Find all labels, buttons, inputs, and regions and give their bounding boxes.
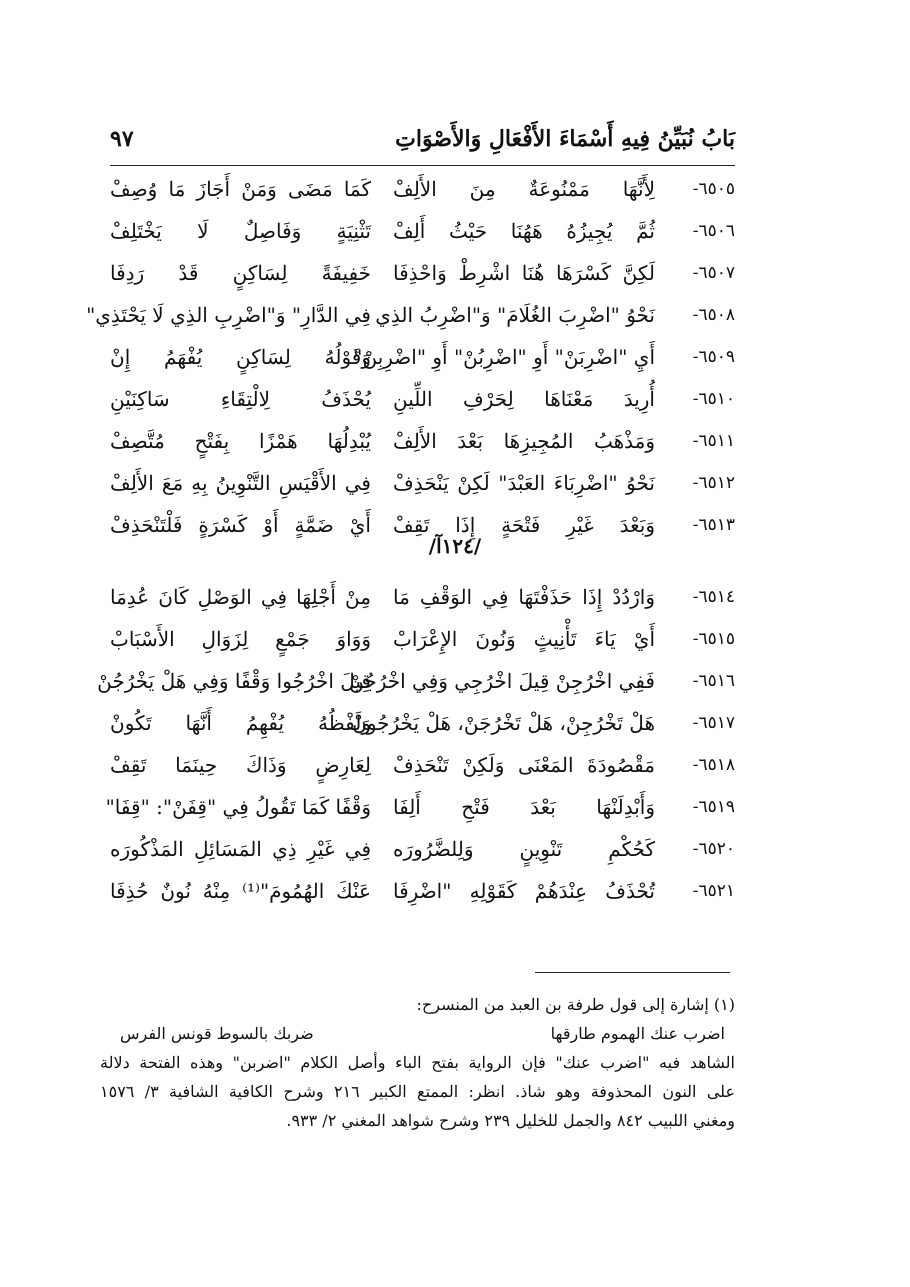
second-hemistich: يُبْدِلُهَا هَمْزًا بِفَتْحٍ مُتَّصِفْ bbox=[110, 429, 371, 453]
page-number: ٩٧ bbox=[110, 126, 134, 152]
second-hemistich: كَمَا مَضَى وَمَنْ أَجَازَ مَا وُصِفْ bbox=[110, 177, 371, 201]
second-hemistich: مِنْ أَجْلِهَا فِي الوَصْلِ كَانَ عُدِمَا bbox=[110, 585, 371, 609]
verse-number: ٦٥١٥- bbox=[692, 629, 735, 649]
verse-number: ٦٥١٠- bbox=[692, 389, 735, 409]
footnote-line: الشاهد فيه "اضرب عنك" فإن الرواية بفتح الباء وأصل الكلام "اضربن" وهذه الفتحة دلالة bbox=[100, 1053, 736, 1072]
second-hemistich: خَفِيفَةً لِسَاكِنٍ قَدْ رَدِفَا bbox=[110, 261, 371, 285]
verse-block-lower bbox=[97, 576, 735, 912]
verse-number: ٦٥١٣- bbox=[692, 515, 735, 535]
first-hemistich: وَأَبْدِلَنْهَا بَعْدَ فَتْحِ أَلِفَا bbox=[393, 795, 655, 819]
second-hemistich: لِعَارِضٍ وَذَاكَ حِينَمَا تَقِفْ bbox=[110, 753, 371, 777]
footnote-line: على النون المحذوفة وهو شاذ. انظر: الممتع الكبير ٢١٦ وشرح الكافية الشافية ٣/ ١٥٧٦ bbox=[100, 1082, 735, 1101]
verse-line bbox=[110, 576, 735, 618]
verse-line bbox=[97, 660, 735, 702]
first-hemistich: نَحْوُ "اضْرِبَاءَ العَبْدَ" لَكِنْ يَنْحَذِفْ bbox=[393, 471, 655, 495]
chapter-title: بَابُ نُبَيِّنُ فِيهِ أَسْمَاءَ الأَفْعَالِ وَالأَصْوَاتِ bbox=[395, 126, 735, 152]
footnote-separator bbox=[535, 972, 730, 973]
second-hemistich: أَيْ ضَمَّةٍ أَوْ كَسْرَةٍ فَلْتَنْحَذِفْ bbox=[110, 513, 371, 537]
first-hemistich: وَمَذْهَبُ المُجِيزِهَا بَعْدَ الأَلِفْ bbox=[393, 429, 655, 453]
second-hemistich: قِيلَ اخْرُجُوا وَقْفًا وَفِي هَلْ يَخْرُجُنْ bbox=[97, 669, 371, 693]
first-hemistich: لَكِنَّ كَسْرَهَا هُنَا اشْرِطْ وَاحْذِفَا bbox=[393, 261, 655, 285]
second-hemistich: وَوَاوَ جَمْعٍ لِزَوَالِ الأَسْبَابْ bbox=[110, 627, 371, 651]
verse-number: ٦٥١٤- bbox=[692, 587, 735, 607]
verse-line bbox=[110, 828, 735, 870]
verse-line bbox=[110, 252, 735, 294]
second-hemistich: وَقْفًا كَمَا تَقُولُ فِي "قِفَنْ": "قِفَا" bbox=[105, 795, 371, 819]
second-hemistich: فِي الدَّارِ" وَ"اضْرِبِ الذِي لَا يَحْتَذِي" bbox=[86, 303, 371, 327]
verse-line bbox=[105, 786, 735, 828]
verse-number: ٦٥١٧- bbox=[692, 713, 735, 733]
second-hemistich: عَنْكَ الهُمُومَ"⁽¹⁾ مِنْهُ نُونٌ حُذِفَا bbox=[110, 879, 371, 903]
header-rule bbox=[110, 165, 735, 166]
first-hemistich: هَلْ تَخْرُجِنْ، هَلْ تَخْرُجَنْ، هَلْ يَخْرُجُونْ bbox=[352, 711, 655, 735]
second-hemistich: يُحْذَفُ لِالْتِقَاءِ سَاكِنَيْنِ bbox=[110, 387, 371, 411]
second-hemistich: تَثْنِيَةٍ وَفَاصِلٌ لَا يَخْتَلِفْ bbox=[110, 219, 371, 243]
first-hemistich: لِأَنَّهَا مَمْنُوعَةٌ مِنَ الأَلِفْ bbox=[393, 177, 655, 201]
verse-line bbox=[110, 618, 735, 660]
first-hemistich: أُرِيدَ مَعْنَاهَا لِحَرْفِ اللِّينِ bbox=[393, 387, 655, 411]
footnote-intro: (١) إشارة إلى قول طرفة بن العبد من المنسرح: bbox=[416, 995, 735, 1014]
first-hemistich: أَيِ "اضْرِبَنْ" أَوِ "اضْرِبُنْ" أَوِ "اضْرِبِنْ" bbox=[353, 345, 655, 369]
verse-line bbox=[110, 420, 735, 462]
verse-line bbox=[110, 210, 735, 252]
verse-number: ٦٥١٦- bbox=[692, 671, 735, 691]
manuscript-folio-marker: /١٢٤آ/ bbox=[428, 534, 482, 558]
verse-line bbox=[86, 294, 735, 336]
first-hemistich: وَارْدُدْ إِذَا حَذَفْتَهَا فِي الوَقْفِ مَا bbox=[393, 585, 655, 609]
running-header bbox=[110, 118, 735, 160]
verse-line bbox=[110, 702, 735, 744]
verse-line bbox=[110, 168, 735, 210]
first-hemistich: نَحْوُ "اضْرِبَ الغُلَامَ" وَ"اضْرِبُ الذِي bbox=[375, 303, 655, 327]
first-hemistich: فَفِي اخْرُجِنْ قِيلَ اخْرُجِي وَفِي اخْرُجُنْ bbox=[349, 669, 655, 693]
verse-line bbox=[110, 336, 735, 378]
first-hemistich: ثُمَّ يُجِيزُهُ هَهُنَا حَيْثُ أَلِفْ bbox=[393, 219, 655, 243]
first-hemistich: مَقْصُودَةَ المَعْنَى وَلَكِنْ تَنْحَذِفْ bbox=[393, 753, 655, 777]
second-hemistich: وَقَوْلُهُ لِسَاكِنٍ يُفْهَمُ إِنْ bbox=[110, 345, 371, 369]
verse-number: ٦٥١٨- bbox=[692, 755, 735, 775]
verse-line bbox=[110, 378, 735, 420]
verse-number: ٦٥١١- bbox=[692, 431, 735, 451]
verse-block-upper bbox=[86, 168, 735, 546]
verse-line bbox=[110, 870, 735, 912]
verse-number: ٦٥٢٠- bbox=[692, 839, 735, 859]
verse-number: ٦٥١٩- bbox=[692, 797, 735, 817]
second-hemistich: فِي الأَقْيَسِ التَّنْوِينُ بِهِ مَعَ الأَلِفْ bbox=[110, 471, 371, 495]
verse-number: ٦٥٠٨- bbox=[692, 305, 735, 325]
verse-number: ٦٥٠٥- bbox=[692, 179, 735, 199]
footnote-verse bbox=[100, 1019, 735, 1048]
first-hemistich: أَيْ يَاءَ تَأْنِيثٍ وَنُونَ الإِعْرَابْ bbox=[393, 627, 655, 651]
footnote-verse-first: اضرب عنك الهموم طارقها bbox=[550, 1024, 725, 1043]
verse-number: ٦٥٢١- bbox=[692, 881, 735, 901]
verse-number: ٦٥٠٧- bbox=[692, 263, 735, 283]
verse-number: ٦٥٠٩- bbox=[692, 347, 735, 367]
footnote-line: ومغني اللبيب ٨٤٢ والجمل للخليل ٢٣٩ وشرح شواهد المغني ٢/ ٩٣٣. bbox=[286, 1111, 735, 1130]
verse-number: ٦٥١٢- bbox=[692, 473, 735, 493]
verse-line bbox=[110, 744, 735, 786]
footnotes bbox=[100, 990, 735, 1135]
first-hemistich: كَحُكْمِ تَنْوِينٍ وَلِلضَّرُورَه bbox=[393, 837, 655, 861]
footnote-verse-second: ضربك بالسوط قونس الفرس bbox=[120, 1024, 314, 1043]
verse-line bbox=[110, 462, 735, 504]
first-hemistich: وَبَعْدَ غَيْرِ فَتْحَةٍ إِذَا تَقِفْ bbox=[393, 513, 655, 537]
verse-number: ٦٥٠٦- bbox=[692, 221, 735, 241]
second-hemistich: وَلَفْظُهُ يُفْهِمُ أَنَّهَا تَكُونْ bbox=[110, 711, 371, 735]
second-hemistich: فِي غَيْرِ ذِي المَسَائِلِ المَذْكُورَه bbox=[110, 837, 371, 861]
first-hemistich: تُحْذَفُ عِنْدَهُمْ كَقَوْلِهِ "اضْرِفَا bbox=[393, 879, 655, 903]
